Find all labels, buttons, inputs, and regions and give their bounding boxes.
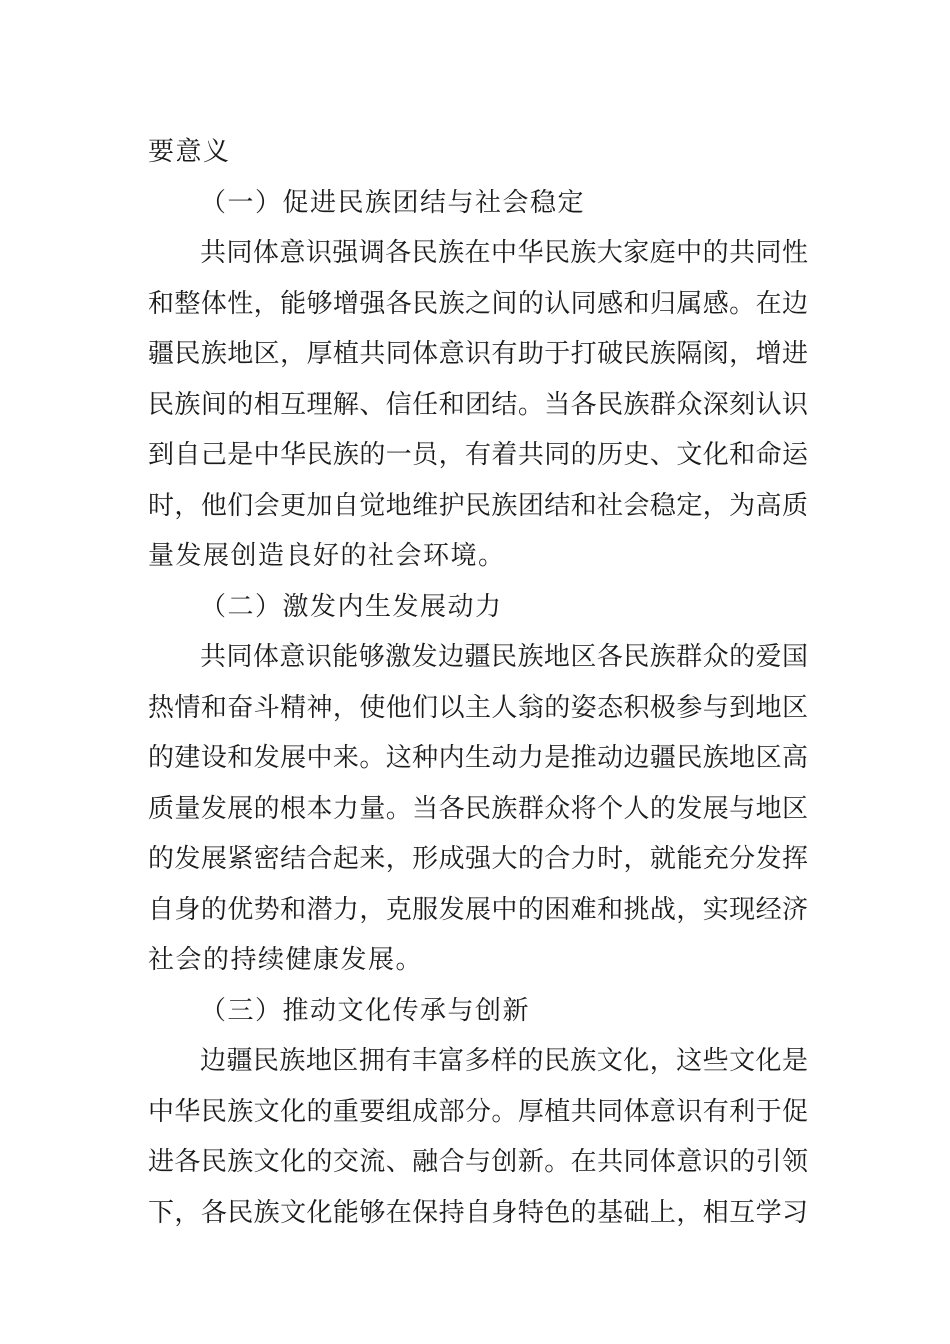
text-line: 边疆民族地区拥有丰富多样的民族文化，这些文化是: [200, 1046, 808, 1076]
section-heading-3: （三）推动文化传承与创新: [200, 995, 531, 1026]
document-body: [148, 127, 808, 1238]
text-line: 质量发展的根本力量。当各民族群众将个人的发展与地区: [148, 793, 808, 824]
text-line: 时，他们会更加自觉地维护民族团结和社会稳定，为高质: [148, 490, 808, 521]
text-line: 民族间的相互理解、信任和团结。当各民族群众深刻认识: [148, 389, 808, 420]
text-line: 的建设和发展中来。这种内生动力是推动边疆民族地区高: [148, 743, 808, 773]
text-line: 热情和奋斗精神，使他们以主人翁的姿态积极参与到地区: [148, 692, 808, 723]
text-line: 到自己是中华民族的一员，有着共同的历史、文化和命运: [148, 440, 808, 470]
text-line: 疆民族地区，厚植共同体意识有助于打破民族隔阂，增进: [148, 339, 808, 369]
text-line: 进各民族文化的交流、融合与创新。在共同体意识的引领: [148, 1147, 808, 1177]
text-line: 自身的优势和潜力，克服发展中的困难和挑战，实现经济: [148, 894, 808, 925]
section-heading-1: （一）促进民族团结与社会稳定: [200, 187, 586, 218]
text-line: 共同体意识能够激发边疆民族地区各民族群众的爱国: [200, 642, 808, 672]
text-line: 中华民族文化的重要组成部分。厚植共同体意识有利于促: [148, 1096, 808, 1127]
text-line: 社会的持续健康发展。: [148, 945, 424, 975]
text-line: 要意义: [148, 137, 231, 167]
text-line: 下，各民族文化能够在保持自身特色的基础上，相互学习: [148, 1197, 808, 1228]
text-line: 共同体意识强调各民族在中华民族大家庭中的共同性: [200, 238, 808, 268]
section-heading-2: （二）激发内生发展动力: [200, 591, 503, 622]
text-line: 的发展紧密结合起来，形成强大的合力时，就能充分发挥: [148, 844, 808, 874]
text-line: 和整体性，能够增强各民族之间的认同感和归属感。在边: [148, 288, 808, 319]
text-line: 量发展创造良好的社会环境。: [148, 541, 506, 571]
